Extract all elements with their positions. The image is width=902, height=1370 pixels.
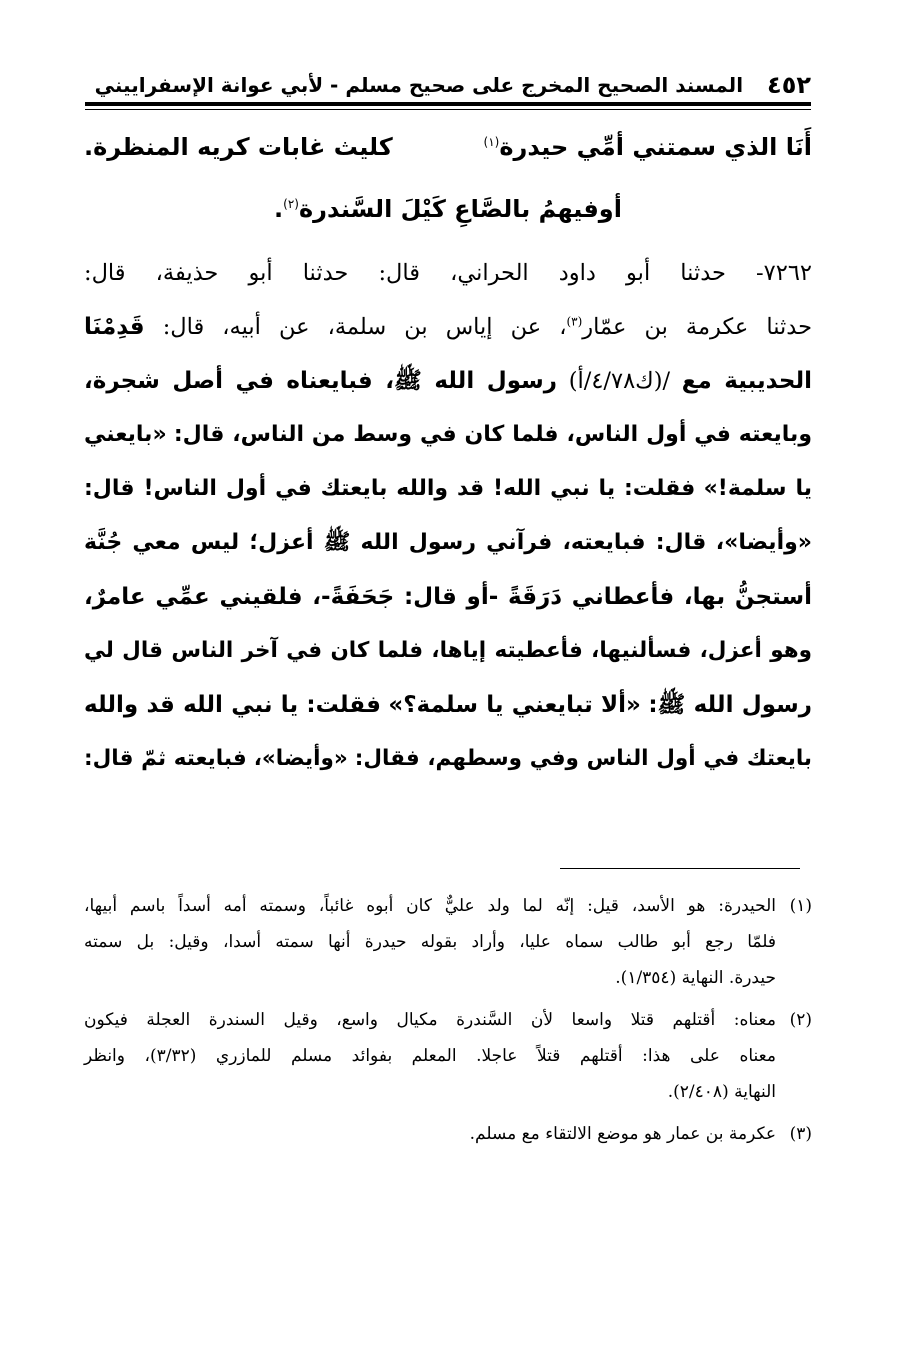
footnote-number: (٣) bbox=[789, 1124, 812, 1144]
poem-verse-2-end: . bbox=[274, 195, 284, 223]
footnote-line: الحيدرة: هو الأسد، قيل: إنّه لما ولد عليٌّ كان أبوه غائباً، وسمته أمه أسداً باسم أبيها، bbox=[84, 896, 776, 916]
hadith-body bbox=[84, 246, 812, 786]
hadith-line bbox=[84, 300, 812, 354]
hadith-text-bold: وبايعته في أول الناس، فلما كان في وسط من الناس، قال: bbox=[173, 422, 812, 447]
poem-verse-2-text: أوفيهمُ بالصَّاعِ كَيْلَ السَّندرة bbox=[298, 195, 622, 223]
hadith-text: حدثنا عكرمة بن عمّار bbox=[582, 314, 812, 340]
prophet-quote: «ألا تبايعني يا سلمة؟» bbox=[388, 692, 641, 718]
hadith-line bbox=[84, 246, 812, 300]
running-title: المسند الصحيح المخرج على صحيح مسلم - لأبي عوانة الإسفراييني bbox=[94, 73, 744, 97]
page-header bbox=[85, 68, 811, 102]
footnote-1 bbox=[84, 888, 812, 996]
prophet-quote: «بايعني bbox=[84, 422, 167, 447]
hadith-line bbox=[84, 408, 812, 462]
footnote-line: عكرمة بن عمار هو موضع الالتقاء مع مسلم. bbox=[469, 1124, 776, 1144]
prophet-quote: «وأيضا»، bbox=[253, 746, 348, 771]
hadith-text: ، عن إياس بن سلمة، عن أبيه، قال: bbox=[162, 314, 567, 340]
footnotes bbox=[84, 888, 812, 1158]
hadith-text-bold: فقلت: يا نبي الله! قد والله بايعتك في أول الناس! قال: bbox=[84, 476, 696, 501]
hadith-text-bold: فبايعته ثمّ قال: bbox=[84, 746, 247, 771]
footnote-ref-2[interactable]: (٢) bbox=[283, 197, 299, 211]
hadith-text-bold: بايعتك في أول الناس وفي وسطهم، فقال: bbox=[354, 746, 812, 771]
footnote-3 bbox=[84, 1116, 812, 1152]
hadith-line: وهو أعزل، فسألنيها، فأعطيته إياها، فلما كان في آخر الناس قال لي bbox=[84, 638, 812, 663]
footnote-ref-3[interactable]: (٣) bbox=[566, 314, 583, 329]
manuscript-folio-ref: /(ك٤/٧٨/أ) bbox=[568, 368, 671, 394]
footnote-number: (٢) bbox=[789, 1010, 812, 1030]
footnote-ref-1[interactable]: (١) bbox=[483, 135, 500, 149]
hadith-line: أستجنُّ بها، فأعطاني دَرَقَةً -أو قال: جَحَفَةً-، فلقيني عمِّي عامرٌ، bbox=[84, 584, 812, 610]
poem-verse-1 bbox=[84, 124, 812, 170]
poem-hemistich-right bbox=[484, 124, 812, 170]
hadith-text: ٧٢٦٢- حدثنا أبو داود الحراني، قال: حدثنا أبو حذيفة، قال: bbox=[84, 260, 812, 286]
poem-hemistich-right-text: أَنَا الذي سمتني أمِّي حيدرة bbox=[499, 133, 812, 161]
hadith-line bbox=[84, 678, 812, 732]
poem-hemistich-left: كليث غابات كريه المنظرة. bbox=[84, 133, 393, 161]
prophet-quote: يا سلمة!» bbox=[703, 476, 812, 501]
footnote-line: فلمّا رجع أبو طالب سماه عليا، وأراد بقوله حيدرة أنها سمته أسدا، وقيل: بل سمته bbox=[84, 932, 776, 952]
hadith-text-bold: رسول الله ﷺ، فبايعناه في أصل شجرة، bbox=[84, 368, 557, 394]
prophet-quote: «وأيضا»، bbox=[715, 530, 812, 555]
footnote-line: معناه على هذا: أقتلهم قتلاً عاجلا. المعلم بفوائد مسلم للمازري (٣/٣٢)، وانظر bbox=[84, 1046, 776, 1066]
footnote-line: معناه: أقتلهم قتلا واسعا لأن السَّندرة مكيال واسع، وقيل السندرة العجلة فيكون bbox=[84, 1010, 776, 1030]
hadith-line bbox=[84, 516, 812, 570]
page-number: ٤٥٢ bbox=[767, 71, 811, 99]
footnote-line: النهاية (٢/٤٠٨). bbox=[667, 1082, 776, 1102]
footnote-separator bbox=[560, 868, 800, 869]
hadith-text-bold: رسول الله ﷺ: bbox=[648, 692, 812, 718]
hadith-text-bold: فقلت: يا نبي الله قد والله bbox=[84, 692, 381, 718]
poem-verse-2 bbox=[84, 186, 812, 232]
header-rule-thick bbox=[85, 102, 811, 106]
hadith-text-bold: قَدِمْنَا bbox=[84, 314, 145, 340]
hadith-line bbox=[84, 732, 812, 786]
footnote-line: حيدرة. النهاية (١/٣٥٤). bbox=[615, 968, 776, 988]
hadith-text-bold: الحديبية مع bbox=[681, 368, 813, 394]
hadith-line bbox=[84, 354, 812, 408]
header-rule-thin bbox=[85, 109, 811, 110]
footnote-2 bbox=[84, 1002, 812, 1110]
hadith-line bbox=[84, 462, 812, 516]
hadith-text-bold: قال: فبايعته، فرآني رسول الله ﷺ أعزل؛ ليس معي جُنَّة bbox=[84, 530, 707, 555]
footnote-number: (١) bbox=[789, 896, 812, 916]
